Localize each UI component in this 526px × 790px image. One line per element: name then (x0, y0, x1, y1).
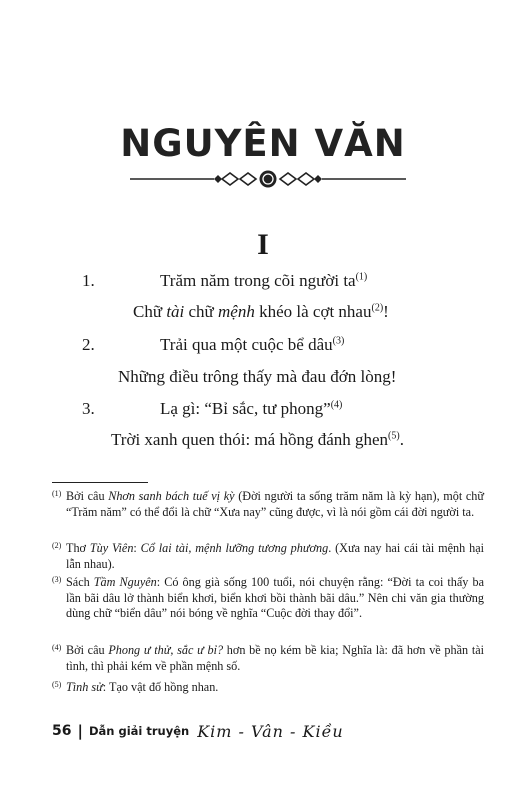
page-footer (52, 720, 344, 742)
page-number: 56 (52, 723, 72, 739)
verse-line: Trời xanh quen thói: má hồng đánh ghen$^{(5)}$. (111, 430, 404, 449)
verse-number: 2. (82, 335, 95, 354)
footer-separator: | (77, 722, 83, 740)
footnote-5: (5) Tình sử: Tạo vật đố hồng nhan. (52, 680, 219, 694)
verse-line: Trải qua một cuộc bể dâu$^{(3)}$ (160, 335, 345, 354)
verse-line: Trăm năm trong cõi người $ta^{(1)}$ (160, 271, 368, 290)
verse-number: 1. (82, 271, 95, 290)
footnote-1: (1) Bởi câu Nhơn sanh bách tuế vị kỳ (Đời người ta sống trăm năm là kỳ hạn), một chữ “Trăm năm” có thể đổi là chữ “Xưa nay” cũng được, vì là nói gồm cái đời người ta. (52, 489, 484, 519)
footnote-2: (2) Thơ Tùy Viên: Cổ lai tài, mệnh lưỡng tương phương. (Xưa nay hai cái tài mệnh hại lẫn nhau). (52, 541, 484, 571)
ornament-divider (130, 168, 406, 190)
footnote-4: (4) Bởi câu Phong ư thử, sắc ư bỉ? hơn bề nọ kém bề kia; Nghĩa là: đã hơn về phần tài tình, thì phải kém về phần mệnh số. (52, 643, 485, 673)
book-title-script: Kim - Vân - Kiều (197, 721, 344, 741)
verse-number: 3. (82, 399, 95, 418)
verse-line: Những điều trông thấy mà đau đớn lòng! (118, 367, 397, 386)
verse-line: Lạ gì: “Bỉ sắc, tư phong”$^{(4)}$ (160, 399, 343, 418)
verse-line: Chữ tài chữ mệnh khéo là cợt nhau$^{(2)}$! (133, 302, 389, 321)
footnote-3: (3) Sách Tầm Nguyên: Có ông già sống 100 tuổi, nói chuyện rằng: “Đời ta coi thấy ba lần bãi dâu lở thành biển khơi, biển khơi bồi thành bãi dâu.” Nên chi văn gia thường dùng chữ “biển dâu” nói bóng về nghĩa “Cuộc đời thay đổi”. (52, 575, 484, 620)
book-title: Dẫn giải truyện (88, 724, 190, 738)
section-numeral: I (257, 228, 269, 261)
chapter-title: NGUYÊN VĂN (120, 122, 406, 165)
footnote-rule (52, 482, 148, 483)
